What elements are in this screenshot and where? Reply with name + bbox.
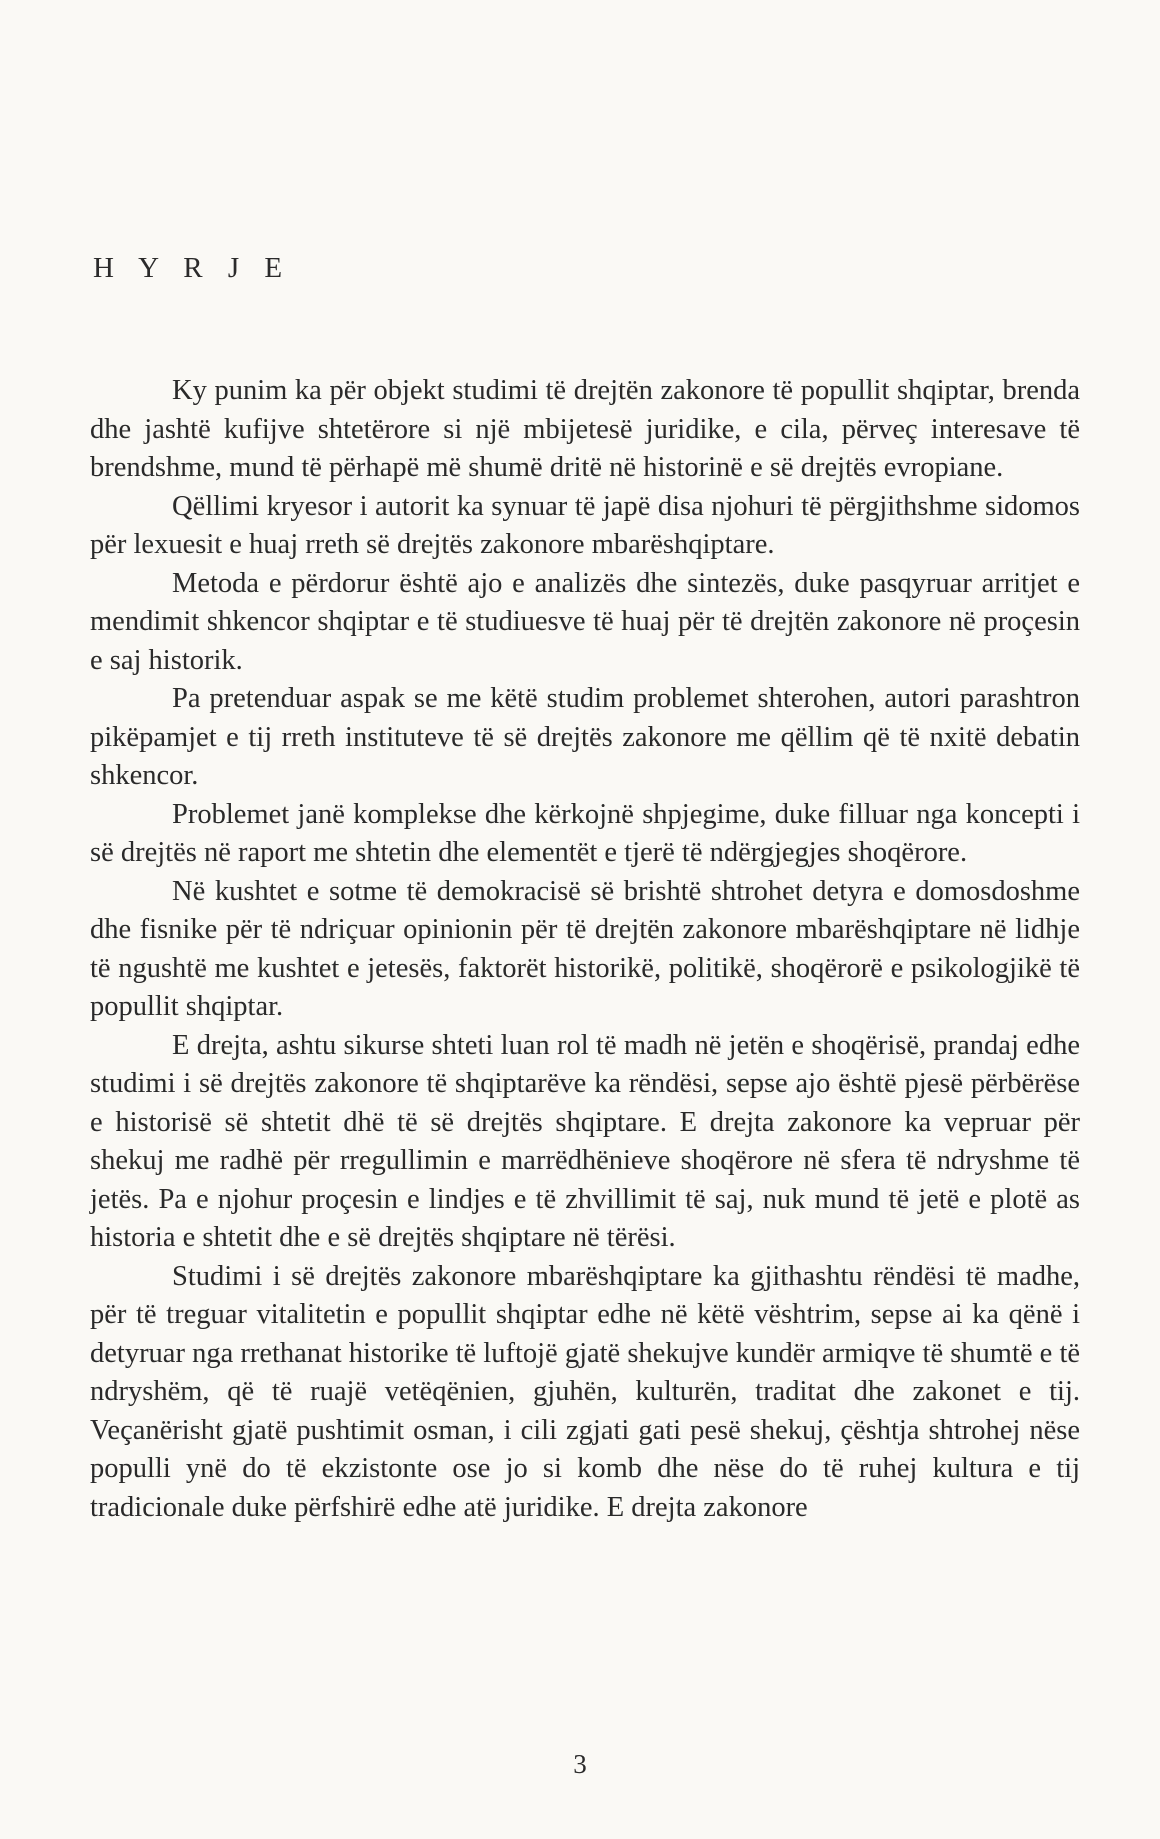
paragraph-5: Problemet janë komplekse dhe kërkojnë shpjegime, duke filluar nga koncepti i së drejtës në raport me shtetin dhe elementët e tjerë të ndërgjegjes shoqërore.: [90, 798, 1080, 868]
paragraph-3: Metoda e përdorur është ajo e analizës dhe sintezës, duke pasqyruar arritjet e mendimit shkencor shqiptar e të studiuesve të huaj për të drejtën zakonore në proçesin e saj historik.: [90, 567, 1080, 676]
paragraph-7: E drejta, ashtu sikurse shteti luan rol të madh në jetën e shoqërisë, prandaj edhe studimi i së drejtës zakonore të shqiptarëve ka rëndësi, sepse ajo është pjesë përbërëse e historisë së shtetit dhë të së drejtës shqiptare. E drejta zakonore ka vepruar për shekuj me radhë për rregullimin e marrëdhënieve shoqërore në sfera të ndryshme të jetës. Pa e njohur proçesin e lindjes e të zhvillimit të saj, nuk mund të jetë e plotë as historia e shtetit dhe e së drejtës shqiptare në tërësi.: [90, 1029, 1080, 1253]
paragraph-4: Pa pretenduar aspak se me këtë studim problemet shterohen, autori parashtron pikëpamjet e tij rreth instituteve të së drejtës zakonore me qëllim që të nxitë debatin shkencor.: [90, 683, 1080, 791]
paragraph-8: Studimi i së drejtës zakonore mbarëshqiptare ka gjithashtu rëndësi të madhe, për të treguar vitalitetin e popullit shqiptar edhe në këtë vështrim, sepse ai ka qënë i detyruar nga rrethanat historike të luftojë gjatë shekujve kundër armiqve të shumtë e të ndryshëm, që të ruajë vetëqënien, gjuhën, kulturën, traditat dhe zakonet e tij. Veçanërisht gjatë pushtimit osman, i cili zgjati gati pesë shekuj, çështja shtrohej nëse populli ynë do të ekzistonte ose jo si komb dhe nëse do të ruhej kultura e tij tradicionale duke përfshirë edhe atë juridike. E drejta zakonore: [90, 1260, 1081, 1523]
body-text: [90, 372, 1080, 1527]
paragraph-2: Qëllimi kryesor i autorit ka synuar të japë disa njohuri të përgjithshme sidomos për lexuesit e huaj rreth së drejtës zakonore mbarëshqiptare.: [90, 490, 1080, 560]
paragraph-1: Ky punim ka për objekt studimi të drejtën zakonore të popullit shqiptar, brenda dhe jashtë kufijve shtetërore si një mbijetesë juridike, e cila, përveç interesave të brendshme, mund të përhapë më shumë dritë në historinë e së drejtës evropiane.: [90, 375, 1080, 483]
section-heading: H Y R J E: [93, 252, 292, 284]
page-number: 3: [573, 1749, 587, 1779]
paragraph-6: Në kushtet e sotme të demokracisë së brishtë shtrohet detyra e domosdoshme dhe fisnike për të ndriçuar opinionin për të drejtën zakonore mbarëshqiptare në lidhje të ngushtë me kushtet e jetesës, faktorët historikë, politikë, shoqërorë e psikologjikë të popullit shqiptar.: [90, 875, 1080, 1022]
